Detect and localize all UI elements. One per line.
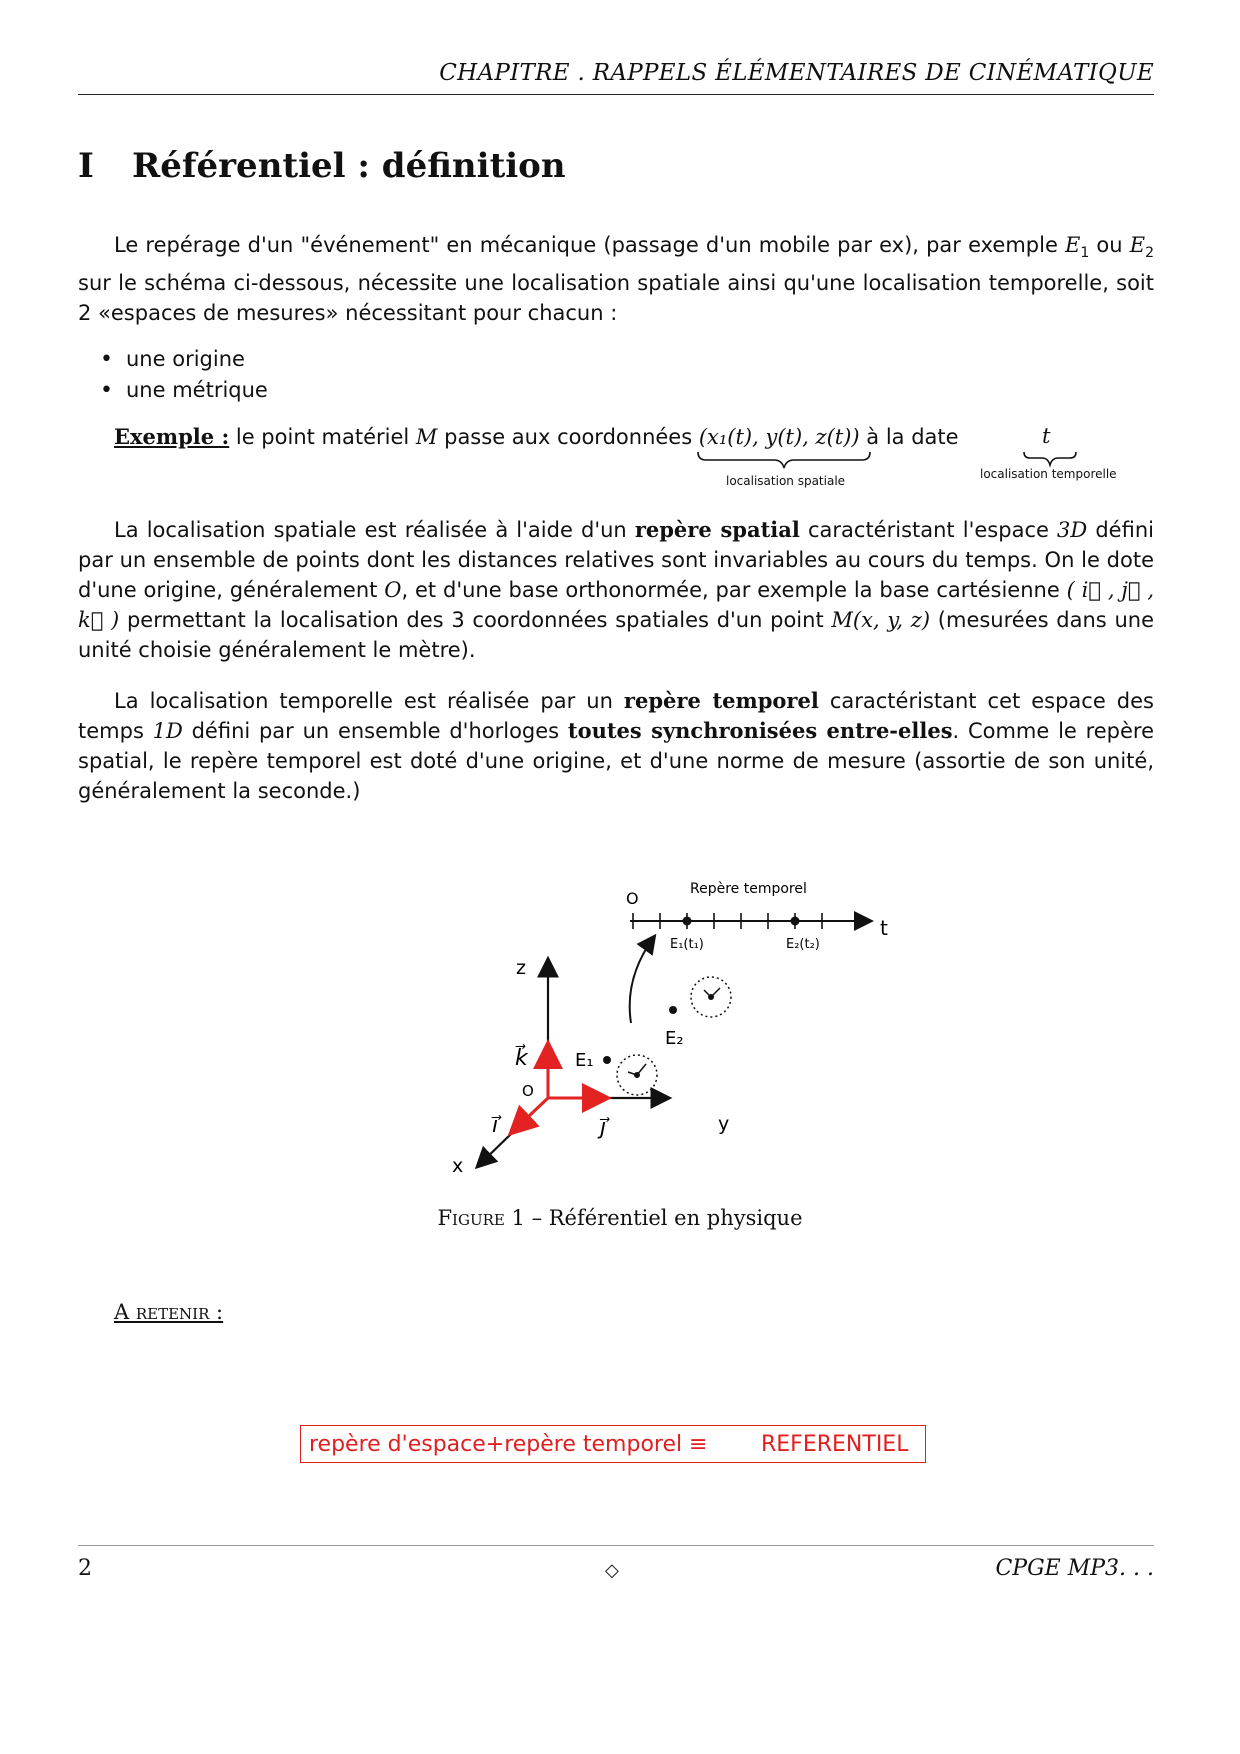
footer-rule	[78, 1545, 1154, 1546]
intro-paragraph: Le repérage d'un "événement" en mécanique (passage d'un mobile par ex), par exemple $E_1$ ou $E_2$ sur le schéma ci-dessous, nécessite une localisation spatiale ainsi qu'une localisation temporelle, soit 2 «espaces de mesures» nécessitant pour chacun :	[78, 233, 1154, 326]
point-e1-label: E₁	[575, 1050, 594, 1071]
k-vector-label: k⃗	[515, 1046, 528, 1071]
temporal-paragraph: La localisation temporelle est réalisée par un repère temporel caractéristant cet espace des temps 1D défini par un ensemble d'horloges toutes synchronisées entre-elles. Comme le repère spatial, le repère temporel est doté d'une origine, et d'une norme de mesure (assortie de son unité, généralement la seconde.)	[78, 688, 1155, 803]
caption-text: Référentiel en physique	[548, 1206, 803, 1230]
y-axis-label: y	[718, 1113, 730, 1135]
i-vector-label: i⃗	[492, 1113, 499, 1138]
point-e2	[669, 1006, 677, 1014]
spatial-paragraph: La localisation spatiale est réalisée à l'aide d'un repère spatial caractéristant l'espace 3D défini par un ensemble de points dont les distances relatives sont invariables au cours du temps. On le dote d'une origine, généralement O, et d'une base orthonormée, par exemple la base cartésienne ( i⃗ , j⃗ , k⃗ ) permettant la localisation des 3 coordonnées spatiales d'un point M(x, y, z) (mesurées dans une unité choisie généralement le mètre).	[78, 517, 1154, 662]
j-vector-label: j⃗	[600, 1115, 607, 1140]
timeline-t-label: t	[880, 916, 888, 940]
i-vector	[512, 1098, 548, 1132]
z-axis-label: z	[516, 957, 526, 979]
figure-caption: Figure 1 – Référentiel en physique	[437, 1206, 803, 1230]
clock-icon	[617, 1055, 657, 1095]
definition-right: REFERENTIEL	[761, 1431, 909, 1457]
point-e2-label: E₂	[665, 1028, 684, 1049]
caption-label: Figure 1	[437, 1206, 525, 1230]
retenir-label: A retenir :	[114, 1300, 224, 1324]
definition-box	[300, 1425, 926, 1463]
x-axis-label: x	[452, 1155, 464, 1177]
example-line: Exemple : le point matériel M passe aux coordonnées (x₁(t), y(t), z(t)) à la date	[114, 424, 959, 449]
referentiel-figure	[440, 870, 888, 1180]
point-e1	[603, 1056, 611, 1064]
event1-dot	[683, 917, 692, 926]
timeline-title: Repère temporel	[690, 881, 807, 897]
origin-label: O	[522, 1082, 534, 1100]
clock-icon	[691, 977, 731, 1017]
underbraces	[0, 0, 1240, 500]
example-label: Exemple :	[114, 424, 230, 449]
brace-label-spatial: localisation spatiale	[726, 474, 846, 488]
curved-arrow	[630, 937, 654, 1023]
footer-right: CPGE MP3. . .	[995, 1556, 1154, 1581]
definition-left: repère d'espace+repère temporel	[309, 1431, 683, 1457]
running-title: CHAPITRE . RAPPELS ÉLÉMENTAIRES DE CINÉMATIQUE	[439, 60, 1154, 86]
list-item: • une métrique	[100, 375, 268, 406]
list-item: • une origine	[100, 344, 268, 375]
brace-label-temporal: localisation temporelle	[980, 467, 1117, 481]
event2-label: E₂(t₂)	[786, 937, 820, 952]
footer-diamond-icon: ◇	[605, 1560, 619, 1581]
equivalence-symbol: ≡	[689, 1431, 708, 1457]
date-symbol: t	[1042, 424, 1051, 448]
timeline-origin-label: O	[626, 889, 639, 908]
coordinates: (x₁(t), y(t), z(t))	[698, 425, 860, 449]
section-title: Référentiel : définition	[132, 146, 566, 186]
event2-dot	[791, 917, 800, 926]
event1-label: E₁(t₁)	[670, 937, 704, 952]
page-number: 2	[78, 1556, 92, 1581]
section-number: I	[78, 146, 94, 186]
